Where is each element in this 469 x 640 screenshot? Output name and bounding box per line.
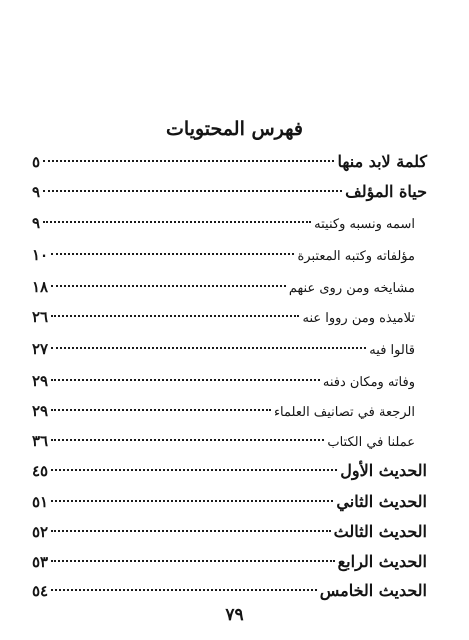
dot-leader [51,560,335,562]
toc-entry [32,491,427,513]
toc-entry-title: الحديث الثالث [333,522,427,541]
toc-entry-title: الحديث الرابع [337,552,427,571]
toc-entry [32,430,427,452]
toc-entry-page: ١٠ [32,246,49,264]
toc-entry-page: ٩ [32,183,41,201]
toc-entry [32,244,427,266]
toc-entry-page: ٩ [32,214,41,232]
toc-entry-page: ٢٦ [32,308,49,326]
toc-entry-page: ٣٦ [32,432,49,450]
dot-leader [51,285,286,287]
toc-entry [32,212,427,234]
dot-leader [51,409,271,411]
dot-leader [43,221,311,223]
dot-leader [51,253,294,255]
dot-leader [43,190,342,192]
page-number: ٧٩ [225,605,244,625]
toc-entry-title: الحديث الأول [340,461,427,480]
dot-leader [51,589,317,591]
toc-entry-page: ١٨ [32,278,49,296]
toc-entry [32,370,427,392]
toc-entry-page: ٥٤ [32,582,49,600]
toc-entry-title: مؤلفاته وكتبه المعتبرة [297,249,415,264]
toc-entry-page: ٢٩ [32,372,49,390]
toc-entry [32,460,427,482]
toc-entry-title: وفاته ومكان دفنه [322,375,415,390]
toc-entry-title: تلاميذه ومن رووا عنه [302,311,415,326]
toc-entry [32,306,427,328]
toc-entry [32,521,427,543]
toc-entry-title: مشايخه ومن روى عنهم [288,281,415,296]
toc-entry-page: ٥٢ [32,523,49,541]
toc-entry-title: الحديث الخامس [319,581,427,600]
toc-entry-page: ٥ [32,153,41,171]
dot-leader [51,469,337,471]
dot-leader [43,160,334,162]
page-title: فهرس المحتويات [166,118,303,140]
toc-entry-page: ٤٥ [32,462,49,480]
toc-entry-title: اسمه ونسبه وكنيته [314,217,415,232]
dot-leader [51,379,320,381]
toc-entry [32,338,427,360]
dot-leader [51,315,299,317]
toc-entry-page: ٢٩ [32,402,49,420]
dot-leader [51,439,324,441]
toc-entry-page: ٢٧ [32,340,49,358]
dot-leader [51,530,330,532]
toc-entry-title: قالوا فيه [369,343,415,358]
toc-entry [32,580,427,602]
toc-entry [32,151,427,173]
toc-entry [32,181,427,203]
toc-entry [32,276,427,298]
toc-entry-title: عملنا في الكتاب [327,435,415,450]
toc-entry-title: الرجعة في تصانيف العلماء [273,405,415,420]
toc-entry-page: ٥٣ [32,553,49,571]
toc-entry-title: حياة المؤلف [345,182,427,201]
toc-entry-page: ٥١ [32,493,49,511]
dot-leader [51,500,333,502]
toc-entry-title: الحديث الثاني [336,492,427,511]
toc-entry [32,551,427,573]
dot-leader [51,347,366,349]
toc-entry-title: كلمة لابد منها [337,152,427,171]
toc-entry [32,400,427,422]
